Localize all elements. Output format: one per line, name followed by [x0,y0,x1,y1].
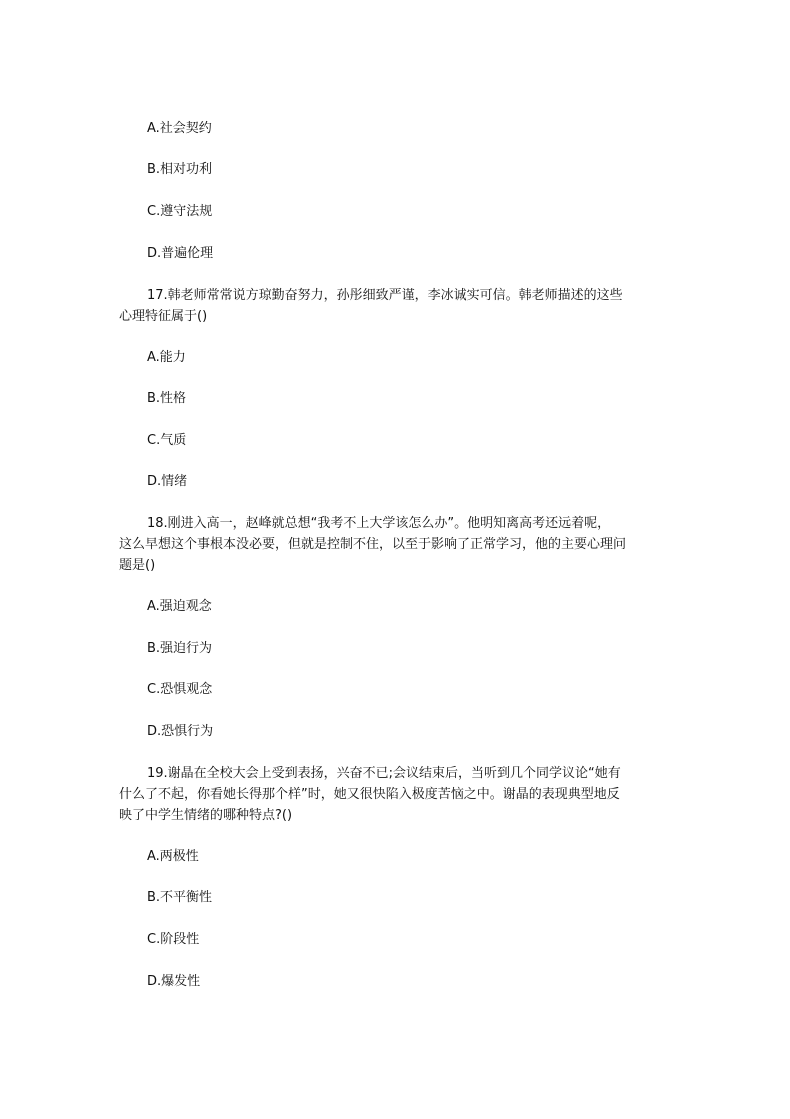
q17-option-a: A.能力 [147,350,186,365]
q18-option-a: A.强迫观念 [147,599,212,614]
q19-stem-line-3: 映了中学生情绪的哪种特点?() [119,808,293,823]
q17-option-b: B.性格 [147,391,187,406]
q16-option-c: C.遵守法规 [147,204,213,219]
q19-option-a: A.两极性 [147,849,199,864]
q17-stem-line-1: 17.韩老师常常说方琼勤奋努力，孙彤细致严谨，李冰诚实可信。韩老师描述的这些 [147,288,623,303]
q18-option-b: B.强迫行为 [147,641,213,656]
q18-option-d: D.恐惧行为 [147,724,214,739]
q16-option-d: D.普遍伦理 [147,246,214,261]
q19-stem-line-1: 19.谢晶在全校大会上受到表扬，兴奋不已;会议结束后，当听到几个同学议论“她有 [147,766,621,781]
q16-option-b: B.相对功利 [147,162,213,177]
q18-option-c: C.恐惧观念 [147,682,213,697]
q19-stem-line-2: 什么了不起，你看她长得那个样”时，她又很快陷入极度苦恼之中。谢晶的表现典型地反 [119,787,620,802]
q18-stem-line-1: 18.刚进入高一，赵峰就总想“我考不上大学该怎么办”。他明知离高考还远着呢， [147,516,611,531]
q19-option-b: B.不平衡性 [147,890,213,905]
q18-stem-line-3: 题是() [119,558,156,573]
q17-stem-line-2: 心理特征属于() [119,309,208,324]
q19-option-d: D.爆发性 [147,974,201,989]
q18-stem-line-2: 这么早想这个事根本没必要，但就是控制不住，以至于影响了正常学习，他的主要心理问 [119,537,627,552]
q16-option-a: A.社会契约 [147,121,212,136]
q17-option-d: D.情绪 [147,474,188,489]
q17-option-c: C.气质 [147,433,187,448]
q19-option-c: C.阶段性 [147,932,200,947]
